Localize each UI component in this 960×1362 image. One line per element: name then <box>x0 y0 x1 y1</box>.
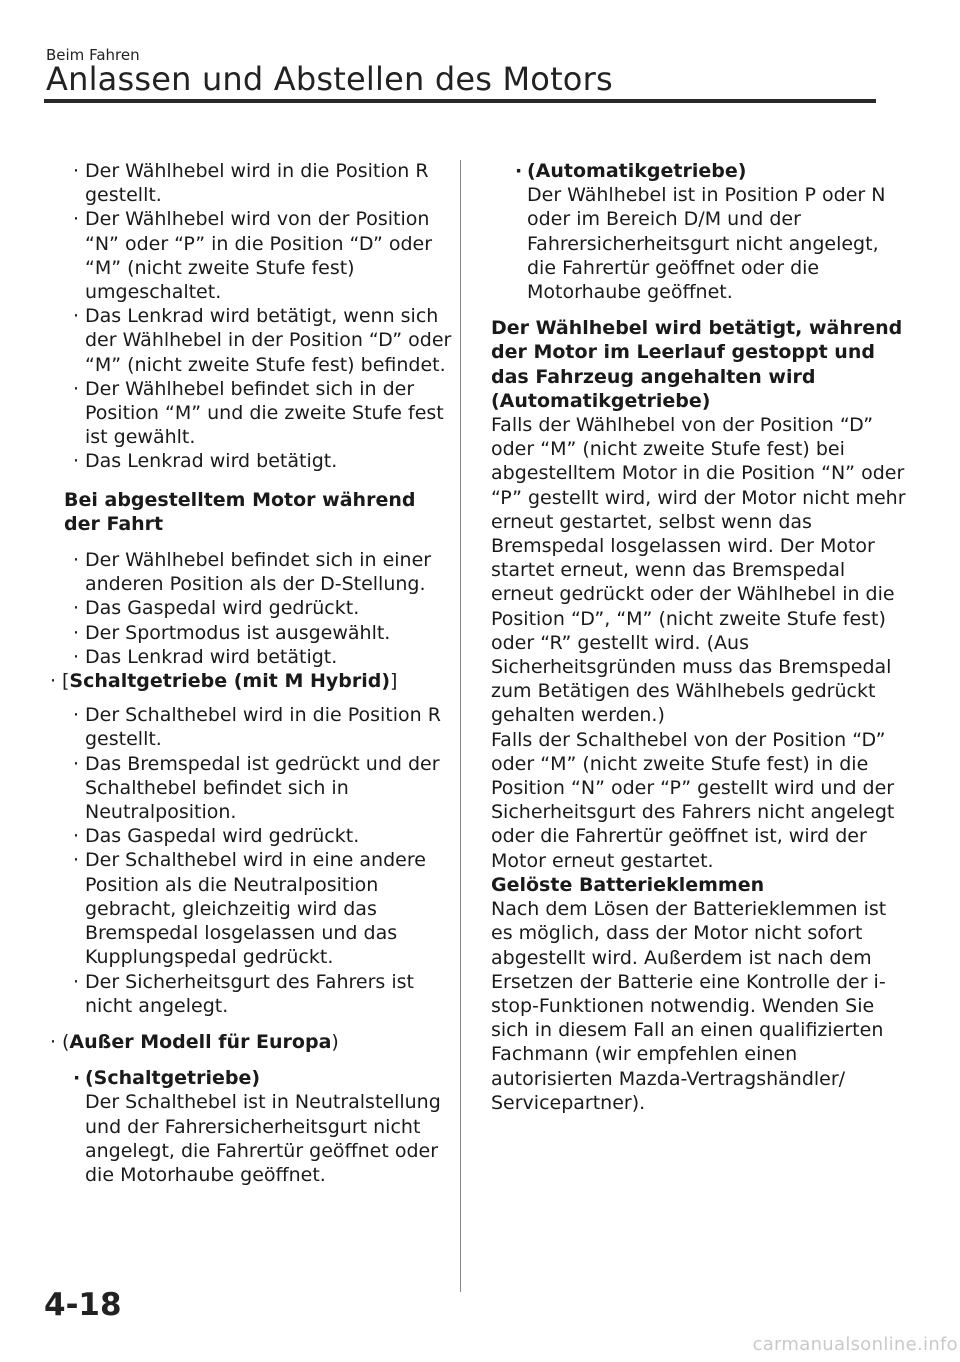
list-item: · Der Wählhebel befindet sich in der Position “M” und die zweite Stufe fest ist gewählt. <box>50 377 452 450</box>
automatic-transmission-text: Der Wählhebel ist in Position P oder N oder im Bereich D/M und der Fahrersicherheitsgurt nicht angelegt, die Fahrertür geöffnet oder die Motorhaube geöffnet. <box>527 184 886 304</box>
paragraph: Falls der Schalthebel von der Position “D” oder “M” (nicht zweite Stufe fest) in die Position “N” oder “P” gestellt wird und der Sicherheitsgurt des Fahrers nicht angelegt oder die Fahrertür geöffnet ist, wird der Motor erneut gestartet. <box>491 728 895 872</box>
paragraph: Falls der Wählhebel von der Position “D” oder “M” (nicht zweite Stufe fest) bei abgestelltem Motor in die Position “N” oder “P” gestellt wird, wird der Motor nicht mehr erneut gestartet, selbst wenn das Bremspedal losgelassen wird. Der Motor startet erneut, wenn das Bremspedal erneut gedrückt oder der Wählhebel in die Position “D”, “M” (nicht zweite Stufe fest) oder “R” gestellt wird. (Aus Sicherheitsgründen muss das Bremspedal zum Betätigen des Wählhebels gedrückt gehalten werden.) <box>491 414 906 727</box>
subheading-selector-operated: Der Wählhebel wird betätigt, während der Motor im Leerlauf gestoppt und das Fahrzeug angehalten wird (Automatikgetriebe) <box>491 317 903 412</box>
left-column <box>50 159 452 1187</box>
chapter-title: Anlassen und Abstellen des Motors <box>46 60 613 98</box>
right-column <box>491 159 911 1115</box>
list-item: · Das Lenkrad wird betätigt. <box>50 449 452 473</box>
section-label: Beim Fahren <box>46 46 140 64</box>
list-item: · Der Schalthebel wird in eine andere Position als die Neutralposition gebracht, gleichzeitig wird das Bremspedal losgelassen und das Kupplungspedal gedrückt. <box>50 848 452 969</box>
list-item: · Der Wählhebel wird von der Position “N” oder “P” in die Position “D” oder “M” (nicht zweite Stufe fest) umgeschaltet. <box>50 207 452 304</box>
subheading-stopped-while-driving: Bei abgestelltem Motor während der Fahrt <box>64 488 416 535</box>
manual-transmission-text: Der Schalthebel ist in Neutralstellung und der Fahrersicherheitsgurt nicht angelegt, die Fahrertür geöffnet oder die Motorhaube geöffnet. <box>85 1091 441 1186</box>
list-item: · Das Gaspedal wird gedrückt. <box>50 596 452 620</box>
list-item: · Der Wählhebel befindet sich in einer anderen Position als der D-Stellung. <box>50 548 452 596</box>
column-divider <box>460 160 461 1292</box>
automatic-transmission-sublabel: · (Automatikgetriebe) <box>491 159 911 183</box>
watermark: carmanualsonline.info <box>752 1334 958 1355</box>
list-item: · Das Lenkrad wird betätigt. <box>50 645 452 669</box>
paragraph: Nach dem Lösen der Batterieklemmen ist es möglich, dass der Motor nicht sofort abgestellt wird. Außerdem ist nach dem Ersetzen der Batterie eine Kontrolle der i-stop-Funktionen notwendig. Wenden Sie sich in diesem Fall an einen qualifizierten Fachmann (wir empfehlen einen autorisierten Mazda-Vertragshändler/ Servicepartner). <box>491 898 887 1114</box>
list-item: · Das Bremspedal ist gedrückt und der Schalthebel befindet sich in Neutralposition. <box>50 752 452 825</box>
manual-transmission-sublabel: · (Schaltgetriebe) <box>50 1066 452 1090</box>
list-item: · Der Schalthebel wird in die Position R gestellt. <box>50 703 452 751</box>
header-rule <box>44 99 876 103</box>
subheading-battery-terminals: Gelöste Batterieklemmen <box>491 873 765 896</box>
page-number: 4-18 <box>44 1287 122 1323</box>
list-item: · Der Sicherheitsgurt des Fahrers ist nicht angelegt. <box>50 970 452 1018</box>
list-item: · Der Wählhebel wird in die Position R gestellt. <box>50 159 452 207</box>
list-item: · Der Sportmodus ist ausgewählt. <box>50 621 452 645</box>
except-europe-label: · (Außer Modell für Europa) <box>50 1030 452 1054</box>
manual-mhybrid-label: · [Schaltgetriebe (mit M Hybrid)] <box>50 669 452 693</box>
list-item: · Das Lenkrad wird betätigt, wenn sich der Wählhebel in der Position “D” oder “M” (nicht zweite Stufe fest) befindet. <box>50 304 452 377</box>
list-item: · Das Gaspedal wird gedrückt. <box>50 824 452 848</box>
